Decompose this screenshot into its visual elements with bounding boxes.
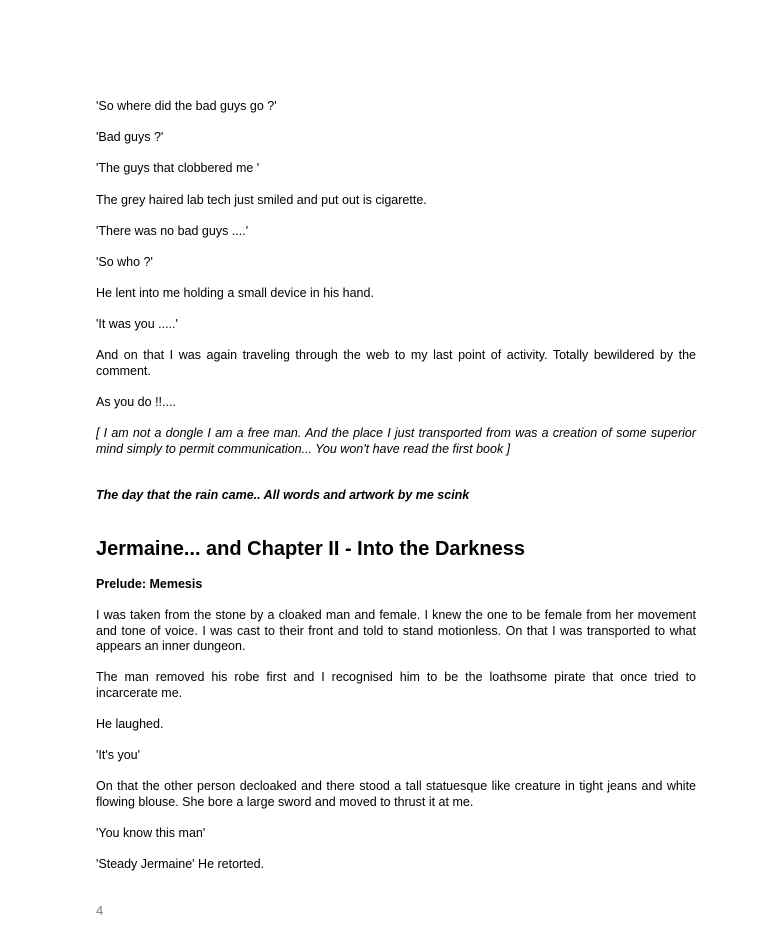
paragraph: On that the other person decloaked and there stood a tall statuesque like creature in tight jeans and white flowing blouse. She bore a large sword and moved to thrust it at me. bbox=[96, 779, 696, 809]
paragraph: 'Bad guys ?' bbox=[96, 130, 164, 144]
paragraph: 'Steady Jermaine' He retorted. bbox=[96, 857, 265, 871]
paragraph: 'It's you' bbox=[96, 748, 140, 762]
paragraph: 'So where did the bad guys go ?' bbox=[96, 99, 277, 113]
paragraph: 'You know this man' bbox=[96, 826, 206, 840]
author-note: [ I am not a dongle I am a free man. And the place I just transported from was a creation of some superior mind simply to permit communication... You won't have read the first book ] bbox=[96, 426, 696, 456]
paragraph: 'It was you .....' bbox=[96, 317, 178, 331]
paragraph: 'So who ?' bbox=[96, 255, 153, 269]
paragraph: As you do !!.... bbox=[96, 395, 176, 409]
paragraph: The grey haired lab tech just smiled and put out is cigarette. bbox=[96, 193, 427, 207]
paragraph: 'There was no bad guys ....' bbox=[96, 224, 249, 238]
paragraph: I was taken from the stone by a cloaked man and female. I knew the one to be female from her movement and tone of voice. I was cast to their front and told to stand motionless. On that I was transported to what appears an inner dungeon. bbox=[96, 608, 696, 653]
chapter-title: Jermaine... and Chapter II - Into the Darkness bbox=[96, 538, 526, 560]
paragraph: 'The guys that clobbered me ' bbox=[96, 161, 260, 175]
paragraph: The man removed his robe first and I recognised him to be the loathsome pirate that once tried to incarcerate me. bbox=[96, 670, 696, 700]
byline: The day that the rain came.. All words and artwork by me scink bbox=[96, 488, 470, 502]
page-number: 4 bbox=[96, 903, 104, 918]
paragraph: And on that I was again traveling through the web to my last point of activity. Totally bewildered by the comment. bbox=[96, 348, 696, 378]
prelude-heading: Prelude: Memesis bbox=[96, 577, 203, 591]
paragraph: He laughed. bbox=[96, 717, 164, 731]
paragraph: He lent into me holding a small device in his hand. bbox=[96, 286, 374, 300]
